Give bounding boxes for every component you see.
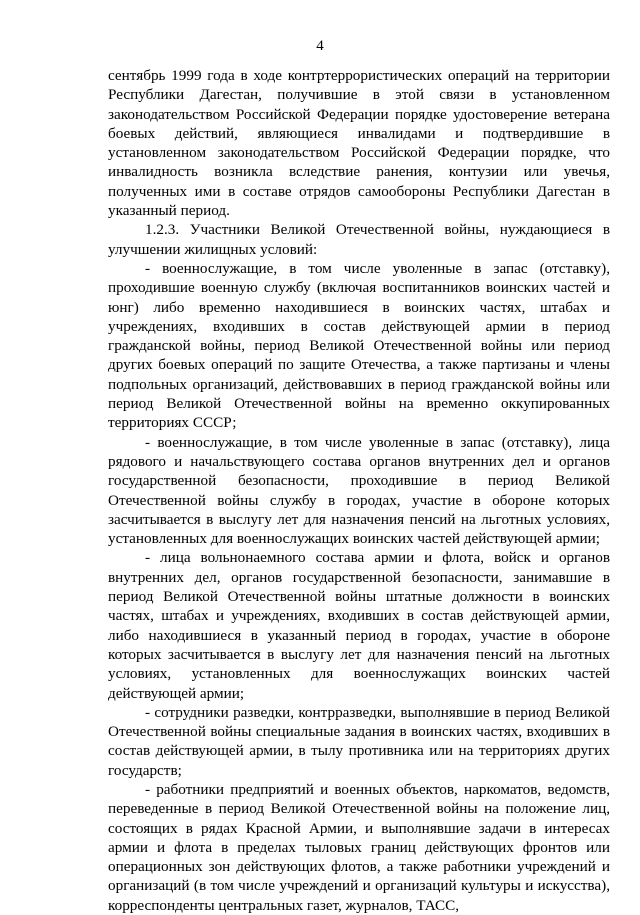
list-item-intelligence-officers: - сотрудники разведки, контрразведки, выполнявшие в период Великой Отечественной войны специальные задания в воинских частях, входивших в состав действующей армии, в тылу противника или на территориях других государств; bbox=[108, 703, 610, 779]
document-body bbox=[108, 66, 610, 915]
page-number: 4 bbox=[316, 38, 324, 54]
list-item-enterprise-workers: - работники предприятий и военных объектов, наркоматов, ведомств, переведенные в период Великой Отечественной войны на положение лиц, состоящих в рядах Красной Армии, и выполнявшие задачи в интересах армии и флота в пределах тыловых границ действующих фронтов или операционных зон действующих флотов, а также работники учреждений и организаций (в том числе учреждений и организаций культуры и искусства), корреспонденты центральных газет, журналов, ТАСС, bbox=[108, 780, 610, 914]
list-item-military-and-security-personnel: - военнослужащие, в том числе уволенные в запас (отставку), лица рядового и начальствующего состава органов внутренних дел и органов государственной безопасности, проходившие в период Великой Отечественной войны службу в городах, участие в обороне которых засчитывается в выслугу лет для назначения пенсий на льготных условиях, установленных для военнослужащих воинских частей действующей армии; bbox=[108, 433, 610, 548]
paragraph-continuation: сентябрь 1999 года в ходе контртеррористических операций на территории Республики Дагестан, получившие в этой связи в установленном законодательством Российской Федерации порядке удостоверение ветерана боевых действий, являющиеся инвалидами и подтвердившие в установленном законодательством Российской Федерации порядке, что инвалидность возникла вследствие ранения, контузии или увечья, полученных ими в составе отрядов самообороны Республики Дагестан в указанный период. bbox=[108, 67, 610, 220]
paragraph-section-1-2-3: 1.2.3. Участники Великой Отечественной войны, нуждающиеся в улучшении жилищных условий: bbox=[108, 221, 610, 258]
list-item-military-personnel: - военнослужащие, в том числе уволенные в запас (отставку), проходившие военную службу (включая воспитанников воинских частей и юнг) либо временно находившиеся в воинских частях, штабах и учреждениях, входивших в состав действующей армии в период гражданской войны, период Великой Отечественной войны или период других боевых операций по защите Отечества, а также партизаны и члены подпольных организаций, действовавших в период гражданской войны или период Великой Отечественной войны на временно оккупированных территориях СССР; bbox=[108, 259, 610, 432]
list-item-civilian-staff: - лица вольнонаемного состава армии и флота, войск и органов внутренних дел, органов государственной безопасности, занимавшие в период Великой Отечественной войны штатные должности в воинских частях, штабах и учреждениях, входивших в состав действующей армии, либо находившиеся в указанный период в городах, участие в обороне которых засчитывается в выслугу лет для назначения пенсий на льготных условиях, установленных для военнослужащих воинских частей действующей армии; bbox=[108, 549, 610, 702]
